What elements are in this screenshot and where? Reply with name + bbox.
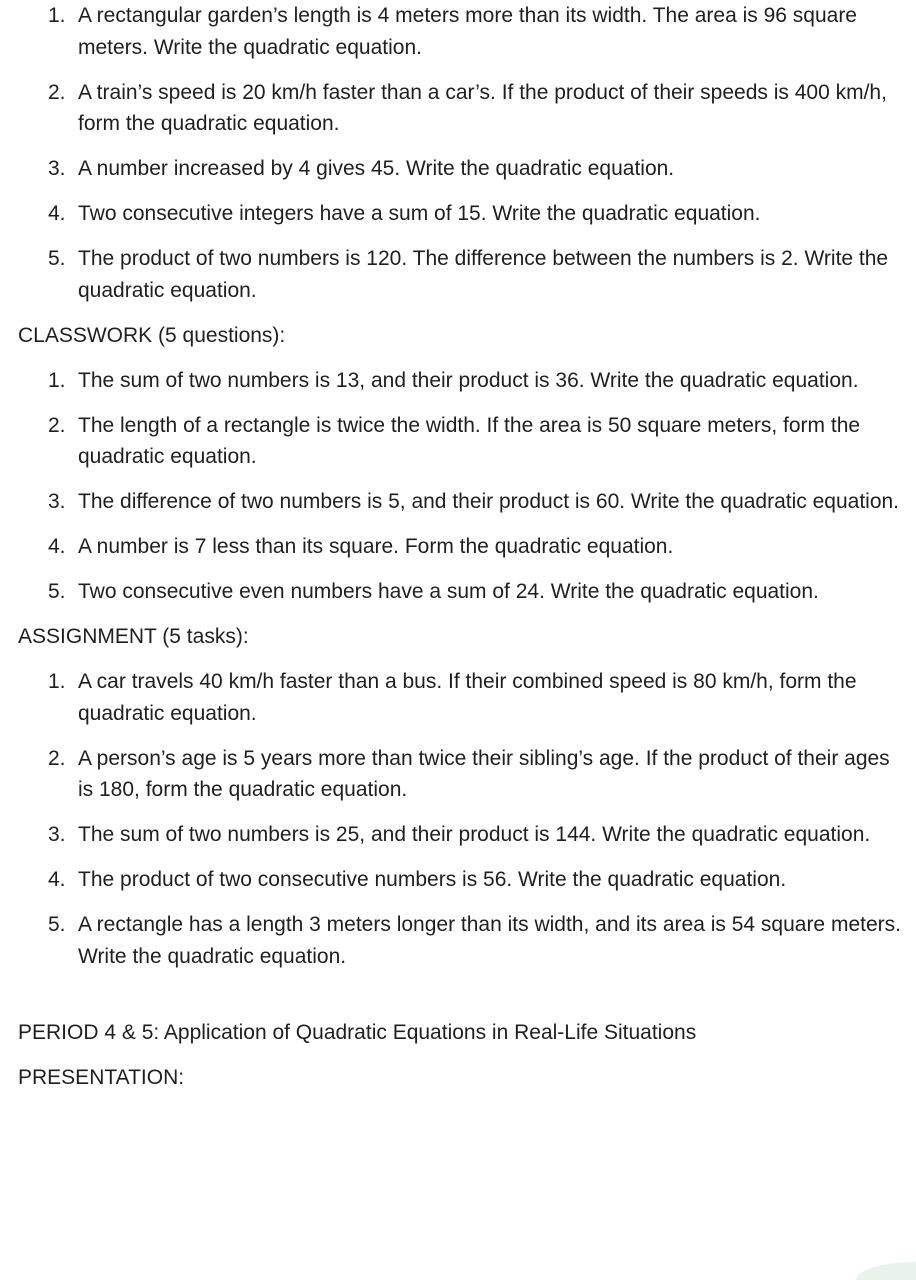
list-item — [0, 666, 916, 729]
item-text: Two consecutive integers have a sum of 15. Write the quadratic equation. — [78, 202, 761, 225]
list-item — [0, 576, 916, 608]
item-number: 2. — [48, 80, 66, 104]
assignment-heading: ASSIGNMENT (5 tasks): — [18, 625, 249, 648]
item-number: 5. — [48, 913, 66, 936]
item-text: A person’s age is 5 years more than twice their sibling’s age. If the product of their ages is 180, form the quadratic equation. — [78, 746, 890, 801]
item-number: 5. — [48, 580, 66, 603]
item-text: A train’s speed is 20 km/h faster than a car’s. If the product of their speeds is 400 km/h, form the quadratic equation. — [78, 80, 887, 135]
list-item — [0, 864, 916, 896]
item-number: 2. — [48, 413, 66, 437]
item-text: A number increased by 4 gives 45. Write the quadratic equation. — [78, 157, 675, 180]
item-text: A rectangular garden’s length is 4 meters more than its width. The area is 96 square meters. Write the quadratic equation. — [78, 4, 857, 59]
period-title: PERIOD 4 & 5: Application of Quadratic Equations in Real-Life Situations — [18, 1021, 697, 1044]
item-number: 3. — [48, 490, 66, 513]
list-item — [0, 365, 916, 397]
item-text: A number is 7 less than its square. Form the quadratic equation. — [78, 535, 674, 558]
item-number: 3. — [48, 823, 66, 846]
list-item — [0, 77, 916, 140]
item-number: 1. — [48, 368, 66, 392]
list-item — [0, 531, 916, 563]
item-number: 4. — [48, 868, 66, 891]
list-item — [0, 243, 916, 306]
item-number: 5. — [48, 247, 66, 270]
item-number: 1. — [48, 670, 66, 693]
item-text: The sum of two numbers is 25, and their product is 144. Write the quadratic equation. — [78, 823, 871, 846]
presentation-heading: PRESENTATION: — [18, 1066, 185, 1089]
item-text: A rectangle has a length 3 meters longer than its width, and its area is 54 square meters. Write the quadratic equation. — [78, 913, 901, 968]
list-item — [0, 819, 916, 851]
list-item — [0, 410, 916, 473]
corner-decoration — [856, 1262, 916, 1280]
item-text: The product of two consecutive numbers is 56. Write the quadratic equation. — [78, 868, 787, 891]
assignment-task-list — [0, 666, 916, 972]
item-number: 4. — [48, 202, 66, 225]
classwork-heading: CLASSWORK (5 questions): — [18, 323, 286, 347]
item-number: 4. — [48, 535, 66, 558]
list-item — [0, 0, 916, 63]
list-item — [0, 909, 916, 972]
classwork-question-list — [0, 365, 916, 608]
item-text: The length of a rectangle is twice the width. If the area is 50 square meters, form the quadratic equation. — [78, 413, 861, 468]
item-number: 3. — [48, 157, 66, 180]
list-item — [0, 486, 916, 518]
item-text: The sum of two numbers is 13, and their product is 36. Write the quadratic equation. — [78, 368, 859, 392]
item-text: Two consecutive even numbers have a sum of 24. Write the quadratic equation. — [78, 580, 819, 603]
list-item — [0, 198, 916, 230]
item-text: A car travels 40 km/h faster than a bus. If their combined speed is 80 km/h, form the quadratic equation. — [78, 670, 857, 725]
homework-question-list — [0, 0, 916, 306]
list-item — [0, 743, 916, 806]
item-text: The product of two numbers is 120. The difference between the numbers is 2. Write the quadratic equation. — [78, 247, 889, 302]
item-number: 2. — [48, 746, 66, 770]
item-number: 1. — [48, 4, 66, 27]
item-text: The difference of two numbers is 5, and their product is 60. Write the quadratic equation. — [78, 490, 900, 513]
list-item — [0, 153, 916, 185]
